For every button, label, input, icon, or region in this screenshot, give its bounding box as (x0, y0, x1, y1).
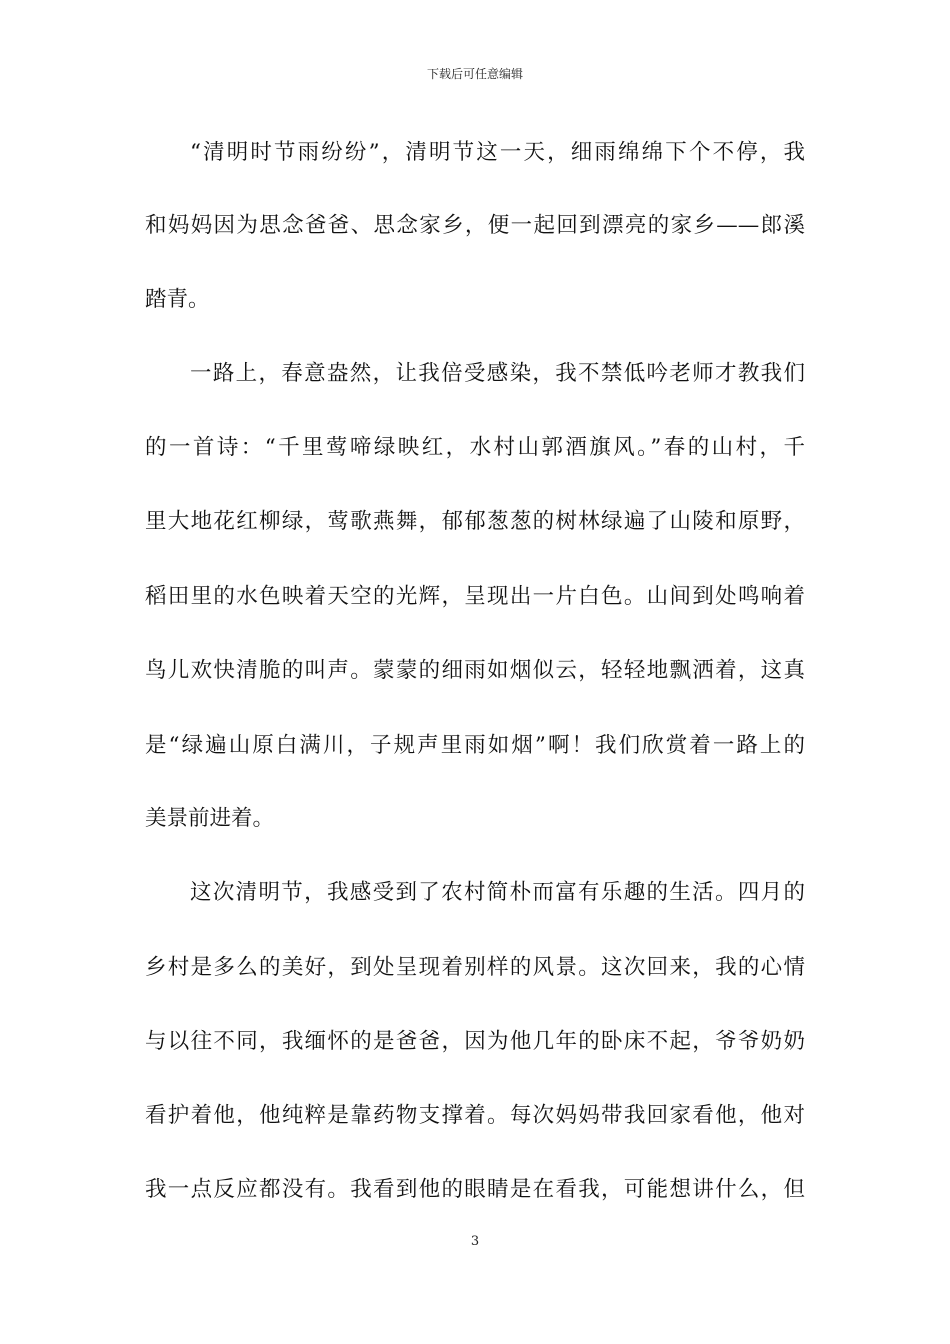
page-number: 3 (470, 1234, 480, 1249)
text-line: 稻田里的水色映着天空的光辉，呈现出一片白色。山间到处鸣响着 (145, 584, 805, 609)
text-line: 乡村是多么的美好，到处呈现着别样的风景。这次回来，我的心情 (145, 955, 805, 980)
text-line: 鸟儿欢快清脆的叫声。蒙蒙的细雨如烟似云，轻轻地飘洒着，这真 (145, 658, 805, 683)
text-line: 这次清明节，我感受到了农村简朴而富有乐趣的生活。四月的 (190, 880, 805, 905)
page-header-note: 下载后可任意编辑 (426, 67, 523, 81)
text-line: 和妈妈因为思念爸爸、思念家乡，便一起回到漂亮的家乡——郎溪 (145, 213, 805, 238)
text-line: 看护着他，他纯粹是靠药物支撑着。每次妈妈带我回家看他，他对 (145, 1103, 805, 1128)
text-line: 的一首诗：“千里莺啼绿映红，水村山郭酒旗风。”春的山村，千 (145, 435, 805, 460)
text-line: 与以往不同，我缅怀的是爸爸，因为他几年的卧床不起，爷爷奶奶 (145, 1029, 805, 1054)
text-line: 美景前进着。 (145, 806, 275, 831)
text-line: 一路上，春意盎然，让我倍受感染，我不禁低吟老师才教我们 (190, 361, 805, 386)
text-line: 是“绿遍山原白满川，子规声里雨如烟”啊！我们欣赏着一路上的 (145, 733, 805, 758)
text-line: 里大地花红柳绿，莺歌燕舞，郁郁葱葱的树林绿遍了山陵和原野， (145, 509, 805, 534)
text-line: 我一点反应都没有。我看到他的眼睛是在看我，可能想讲什么，但 (145, 1177, 805, 1202)
text-line: “清明时节雨纷纷”，清明节这一天，细雨绵绵下个不停，我 (190, 140, 805, 165)
text-line: 踏青。 (145, 287, 210, 312)
